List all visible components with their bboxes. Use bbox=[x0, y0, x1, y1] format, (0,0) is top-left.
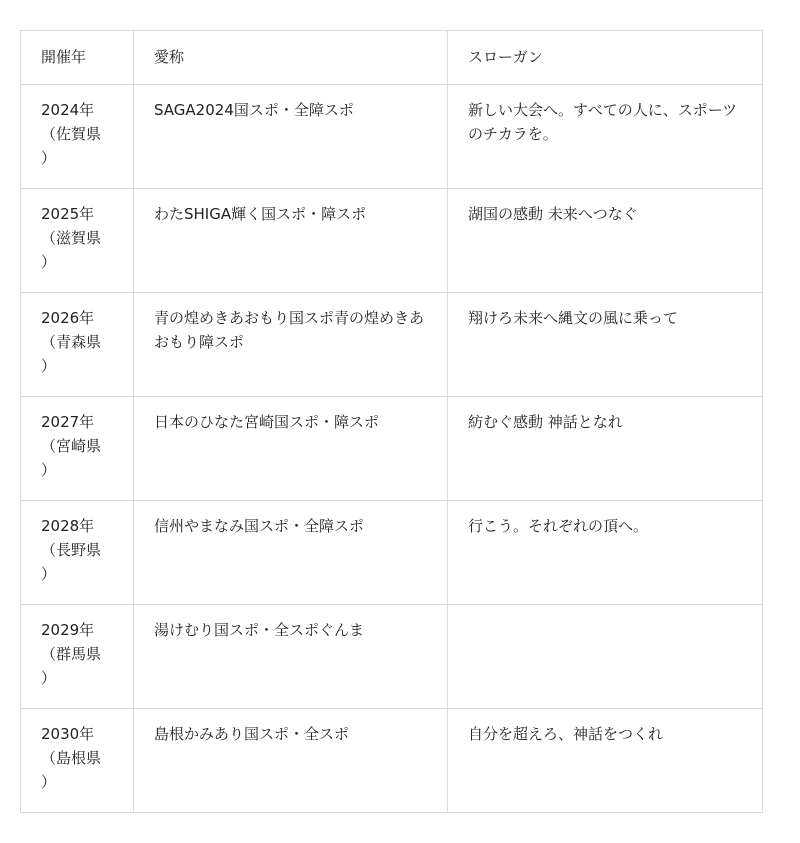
slogan-cell: 行こう。それぞれの頂へ。 bbox=[448, 501, 763, 605]
table-header bbox=[21, 31, 763, 85]
year-cell: 2024年 （佐賀県 ） bbox=[21, 85, 134, 189]
table-row bbox=[21, 189, 763, 293]
year-cell: 2028年 （長野県 ） bbox=[21, 501, 134, 605]
name-cell: 島根かみあり国スポ・全スポ bbox=[134, 709, 448, 813]
slogan-cell: 翔けろ未来へ縄文の風に乗って bbox=[448, 293, 763, 397]
name-cell: 信州やまなみ国スポ・全障スポ bbox=[134, 501, 448, 605]
table-row bbox=[21, 293, 763, 397]
name-cell: 湯けむり国スポ・全スポぐんま bbox=[134, 605, 448, 709]
header-row bbox=[21, 31, 763, 85]
tournament-table bbox=[20, 30, 763, 813]
table-row bbox=[21, 85, 763, 189]
slogan-cell: 自分を超えろ、神話をつくれ bbox=[448, 709, 763, 813]
year-cell: 2029年 （群馬県 ） bbox=[21, 605, 134, 709]
name-cell: SAGA2024国スポ・全障スポ bbox=[134, 85, 448, 189]
year-cell: 2030年 （島根県 ） bbox=[21, 709, 134, 813]
year-cell: 2027年 （宮崎県 ） bbox=[21, 397, 134, 501]
table-row bbox=[21, 605, 763, 709]
year-cell: 2026年 （青森県 ） bbox=[21, 293, 134, 397]
header-year: 開催年 bbox=[21, 31, 134, 85]
table-row bbox=[21, 709, 763, 813]
slogan-cell bbox=[448, 605, 763, 709]
header-slogan: スローガン bbox=[448, 31, 763, 85]
table-body bbox=[21, 85, 763, 813]
name-cell: 青の煌めきあおもり国スポ青の煌めきあおもり障スポ bbox=[134, 293, 448, 397]
slogan-cell: 紡むぐ感動 神話となれ bbox=[448, 397, 763, 501]
name-cell: わたSHIGA輝く国スポ・障スポ bbox=[134, 189, 448, 293]
slogan-cell: 湖国の感動 未来へつなぐ bbox=[448, 189, 763, 293]
slogan-cell: 新しい大会へ。すべての人に、スポーツのチカラを。 bbox=[448, 85, 763, 189]
year-cell: 2025年 （滋賀県 ） bbox=[21, 189, 134, 293]
name-cell: 日本のひなた宮崎国スポ・障スポ bbox=[134, 397, 448, 501]
table-row bbox=[21, 397, 763, 501]
table-row bbox=[21, 501, 763, 605]
header-name: 愛称 bbox=[134, 31, 448, 85]
